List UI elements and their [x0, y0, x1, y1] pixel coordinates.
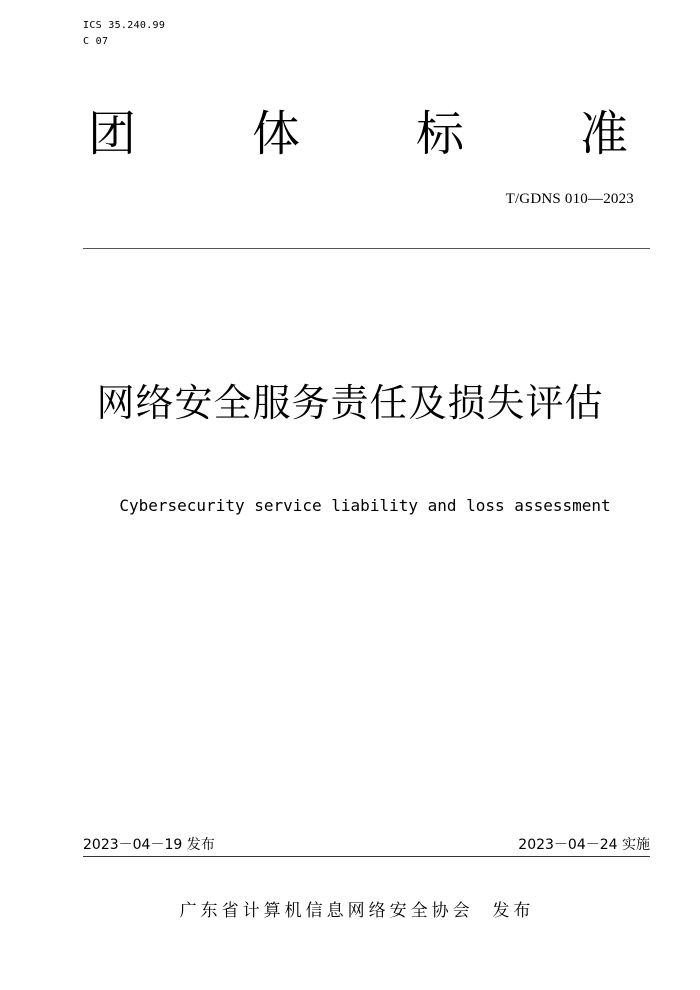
- ccs-code: C 07: [83, 36, 109, 47]
- top-divider: [83, 248, 650, 249]
- implementation-date: 2023－04－24 实施: [518, 837, 650, 853]
- bottom-divider: [83, 856, 650, 857]
- standard-type-char: 体: [251, 106, 300, 162]
- title-english: Cybersecurity service liability and loss assessment: [119, 496, 611, 515]
- standard-type-char: 准: [579, 106, 628, 162]
- standard-type-heading: [88, 104, 628, 164]
- publisher: 广东省计算机信息网络安全协会 发布: [179, 901, 535, 921]
- standard-type-char: 标: [415, 106, 464, 162]
- standard-type-char: 团: [88, 106, 137, 162]
- standard-number: T/GDNS 010—2023: [505, 191, 634, 207]
- issue-date: 2023－04－19 发布: [83, 837, 215, 853]
- ics-code: ICS 35.240.99: [83, 20, 166, 31]
- title-chinese: 网络安全服务责任及损失评估: [96, 381, 604, 425]
